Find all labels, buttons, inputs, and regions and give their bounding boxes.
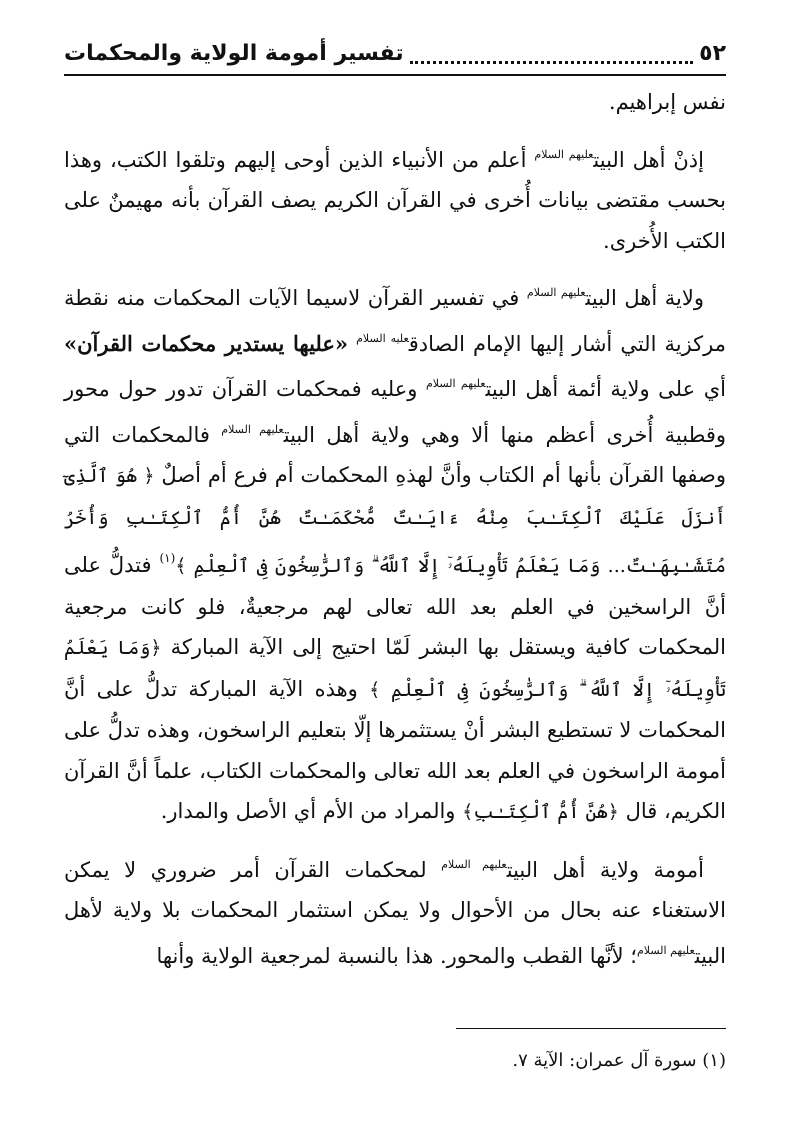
text-run: أمومة ولاية أهل البيت (506, 857, 704, 882)
text-run (348, 332, 356, 356)
header-dot-leader (410, 60, 694, 64)
footnote-separator (456, 1028, 726, 1029)
text-run: والمراد من الأم أي الأصل والمدار. (160, 799, 463, 823)
running-header (64, 28, 726, 76)
text-run: ولاية أهل البيت (585, 286, 704, 310)
hadith-quote: «عليها يستدير محكمات القرآن» (64, 330, 349, 356)
honorific: عليهم السلام (425, 377, 486, 390)
text-run: أعلم من الأنبياء الذين أوحى إليهم وتلقوا الكتب، وهذا بحسب مقتضى بيانات أُخرى في القرآن الكريم يصف القرآن بأنه مهيمنٌ على الكتب الأُخرى. (64, 147, 726, 253)
paragraph-4 (64, 845, 726, 977)
honorific: عليهم السلام (221, 422, 284, 436)
text-run: ؛ لأنَّها القطب والمحور. هذا بالنسبة لمرجعية الولاية وأنها (156, 943, 637, 968)
text-run: لمحكمات القرآن أمر ضروري لا يمكن الاستغناء عنه بحال من الأحوال ولا يمكن استثمار المحكمات بلا ولاية لأهل البيت (64, 857, 726, 968)
book-page (64, 28, 726, 1108)
text-run: وهذه الآية المباركة تدلُّ على أنَّ المحكمات لا تستطيع البشر أنْ يستثمرها إلّا بتعليم الراسخون، وهذه تدلُّ على أمومة الراسخون في العلم بعد الله تعالى والمحكمات الكتاب، علماً أنَّ القرآن الكريم، قال (64, 676, 726, 823)
honorific: عليهم السلام (534, 147, 594, 161)
text-run: فالمحكمات التي وصفها القرآن بأنها أم الكتاب وأنَّ لهذهِ المحكمات أم فرع أم أصلٌ (64, 422, 726, 487)
quran-verse: ﴿وَمَا يَعْلَمُ تَأْوِيلَهُۥٓ إِلَّا ٱللَّهُ ۗ وَٱلرَّٰسِخُونَ فِى ٱلْعِلْمِ ﴾ (64, 637, 726, 701)
footnote-marker: (١) (159, 551, 176, 565)
text-run: في تفسير القرآن لاسيما الآيات المحكمات منه نقطة مركزية التي أشار إليها الإمام الصادق (64, 286, 726, 356)
paragraph-2 (64, 135, 726, 262)
honorific: عليه السلام (356, 331, 409, 345)
paragraph-3 (64, 273, 726, 833)
footnote: (١) سورة آل عمران: الآية ٧. (512, 1050, 726, 1071)
honorific: عليهم السلام (637, 943, 695, 957)
running-title: تفسير أمومة الولاية والمحكمات (64, 41, 404, 66)
honorific: عليهم السلام (441, 857, 507, 871)
text-run: أي على ولاية أئمة أهل البيت (485, 377, 726, 401)
quran-verse: ﴿ هُوَ ٱلَّذِىٓ أَنزَلَ عَلَيْكَ ٱلْكِتَـٰبَ مِنْهُ ءَايَـٰتٌ مُّحْكَمَـٰتٌ هُنَّ أُمُّ ٱلْكِتَـٰبِ وَأُخَرُ مُتَشَـٰبِهَـٰتٌ... وَمَا يَعْلَمُ تَأْوِيلَهُۥٓ إِلَّا ٱللَّهُ ۗ وَٱلرَّٰسِخُونَ فِى ٱلْعِلْمِ ﴾ (64, 465, 726, 577)
text-run: فتدلُّ على أنَّ الراسخين في العلم بعد الله تعالى لهم مرجعيةٌ، فلو كانت مرجعية المحكمات كافية ويستقل بها البشر لَمّا احتيج إلى الآية المباركة (64, 553, 727, 659)
body-text (64, 82, 726, 976)
text-run: وعليه فمحكمات القرآن تدور حول محور وقطبية أُخرى أعظم منها ألا وهي ولاية أهل البيت (64, 377, 727, 447)
page-number: ٥٢ (699, 41, 726, 66)
text-run: إذنْ أهل البيت (593, 147, 704, 172)
honorific: عليهم السلام (526, 286, 586, 299)
quran-verse: ﴿هُنَّ أُمُّ ٱلْكِتَـٰبِ﴾ (462, 801, 619, 823)
paragraph-1: نفس إبراهيم. (608, 90, 726, 114)
